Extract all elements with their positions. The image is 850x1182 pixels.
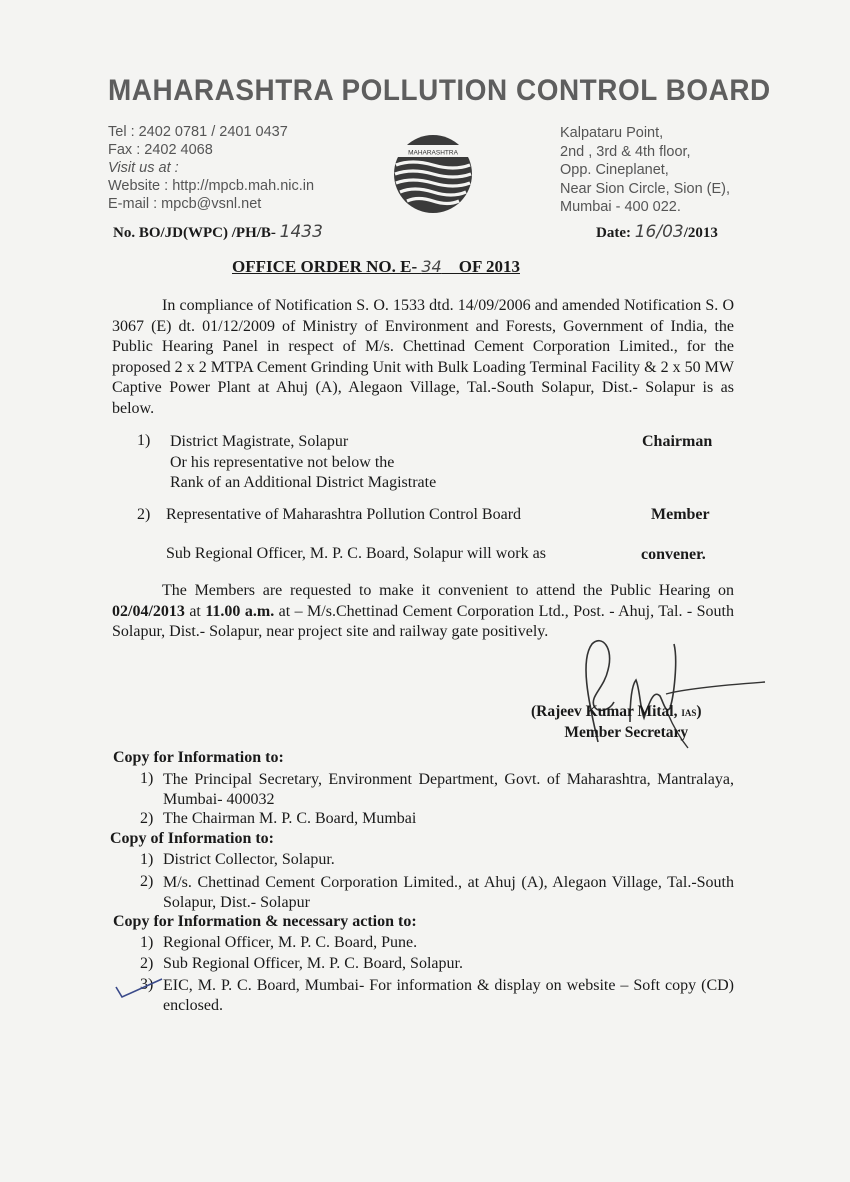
ref-handwritten-number: 1433 <box>279 222 323 242</box>
signatory-suffix: IAS <box>681 708 697 718</box>
convener-role: convener. <box>641 546 706 563</box>
copy-item: District Collector, Solapur. <box>163 851 335 868</box>
copy-item: Sub Regional Officer, M. P. C. Board, Solapur. <box>163 955 463 972</box>
ref-prefix: No. BO/JD(WPC) /PH/B- <box>113 225 280 241</box>
website: Website : http://mpcb.mah.nic.in <box>108 178 315 194</box>
panel-role-member: Member <box>651 506 710 523</box>
copy-item: EIC, M. P. C. Board, Mumbai- For information & display on website – Soft copy (CD) enclosed. <box>163 977 734 1014</box>
contact-block <box>108 123 314 213</box>
signatory-close: ) <box>696 703 702 720</box>
order-handwritten-number: 34 <box>421 257 442 276</box>
copy-item: Regional Officer, M. P. C. Board, Pune. <box>163 934 418 951</box>
copy-item-number: 1) <box>140 851 154 868</box>
board-name: MAHARASHTRA POLLUTION CONTROL BOARD <box>108 74 771 107</box>
visit-label: Visit us at : <box>108 160 179 176</box>
order-suffix: OF 2013 <box>441 257 520 276</box>
copy-item-number: 2) <box>140 955 154 972</box>
address-line: Kalpataru Point, <box>560 125 664 141</box>
mpcb-logo-icon <box>392 133 474 215</box>
address-line: Near Sion Circle, Sion (E), <box>560 180 731 197</box>
signatory-block <box>531 702 702 743</box>
copy-item-number: 2) <box>140 873 154 890</box>
tel: Tel : 2402 0781 / 2401 0437 <box>108 124 288 140</box>
hearing-text: The Members are requested to make it convenient to attend the Public Hearing on <box>162 582 734 599</box>
panel-line: Or his representative not below the <box>170 453 395 471</box>
hearing-time: 11.00 a.m. <box>205 602 275 620</box>
reference-number <box>113 222 323 242</box>
copy-heading: Copy for Information & necessary action to: <box>113 913 417 930</box>
signatory-name: (Rajeev Kumar Mital, <box>531 703 682 720</box>
copy-item-number: 1) <box>140 770 154 787</box>
date-year: /2013 <box>683 225 718 241</box>
panel-item-member: Representative of Maharashtra Pollution Control Board <box>166 506 522 523</box>
panel-line: Rank of an Additional District Magistrate <box>170 474 437 491</box>
signatory-title: Member Secretary <box>564 724 689 741</box>
panel-role-chairman: Chairman <box>642 433 713 450</box>
panel-item-chairman <box>170 432 436 494</box>
hearing-text: at – M/s.Chettinad Cement Corporation Ltd., Post. - Ahuj, Tal. - South Solapur, Dist.- Solapur, near project site and railway gate positively. <box>112 602 735 641</box>
order-date <box>596 222 718 242</box>
panel-line: District Magistrate, Solapur <box>170 433 349 450</box>
hearing-text: at <box>184 602 206 620</box>
date-handwritten: 16/03 <box>634 222 684 242</box>
panel-item-number: 2) <box>137 506 151 523</box>
panel-item-number: 1) <box>137 432 151 449</box>
office-address <box>560 124 730 217</box>
intro-paragraph: In compliance of Notification S. O. 1533 dtd. 14/09/2006 and amended Notification S. O 3067 (E) dt. 01/12/2009 of Ministry of Environment and Forests, Government of India, the Public Hearing Panel in respect of M/s. Chettinad Cement Corporation Limited., for the proposed 2 x 2 MTPA Cement Grinding Unit with Bulk Loading Terminal Facility & 2 x 50 MW Captive Power Plant at Ahuj (A), Alegaon Village, Tal.-South Solapur, Dist.- Solapur is as below. <box>112 297 734 417</box>
copy-item-number: 1) <box>140 934 154 951</box>
copy-heading: Copy of Information to: <box>110 830 274 847</box>
hearing-date: 02/04/2013 <box>112 602 185 620</box>
office-order-title <box>232 257 520 277</box>
address-line: Opp. Cineplanet, <box>560 162 669 178</box>
email: E-mail : mpcb@vsnl.net <box>108 196 262 212</box>
order-prefix: OFFICE ORDER NO. E- <box>232 257 422 276</box>
copy-item: The Chairman M. P. C. Board, Mumbai <box>163 810 417 827</box>
copy-item: The Principal Secretary, Environment Department, Govt. of Maharashtra, Mantralaya, Mumbai- 400032 <box>163 771 734 808</box>
check-mark-icon <box>112 975 172 1005</box>
address-line: Mumbai - 400 022. <box>560 199 681 215</box>
logo-text: MAHARASHTRA <box>408 149 458 157</box>
copy-item-number: 3) <box>140 976 154 993</box>
copy-item: M/s. Chettinad Cement Corporation Limited., at Ahuj (A), Alegaon Village, Tal.-South Solapur, Dist.- Solapur <box>163 874 734 911</box>
address-line: 2nd , 3rd & 4th floor, <box>560 143 691 160</box>
copy-heading: Copy for Information to: <box>113 749 284 766</box>
copy-item-number: 2) <box>140 810 154 827</box>
fax: Fax : 2402 4068 <box>108 142 213 158</box>
convener-text: Sub Regional Officer, M. P. C. Board, Solapur will work as <box>166 545 546 562</box>
date-label: Date: <box>596 225 635 241</box>
